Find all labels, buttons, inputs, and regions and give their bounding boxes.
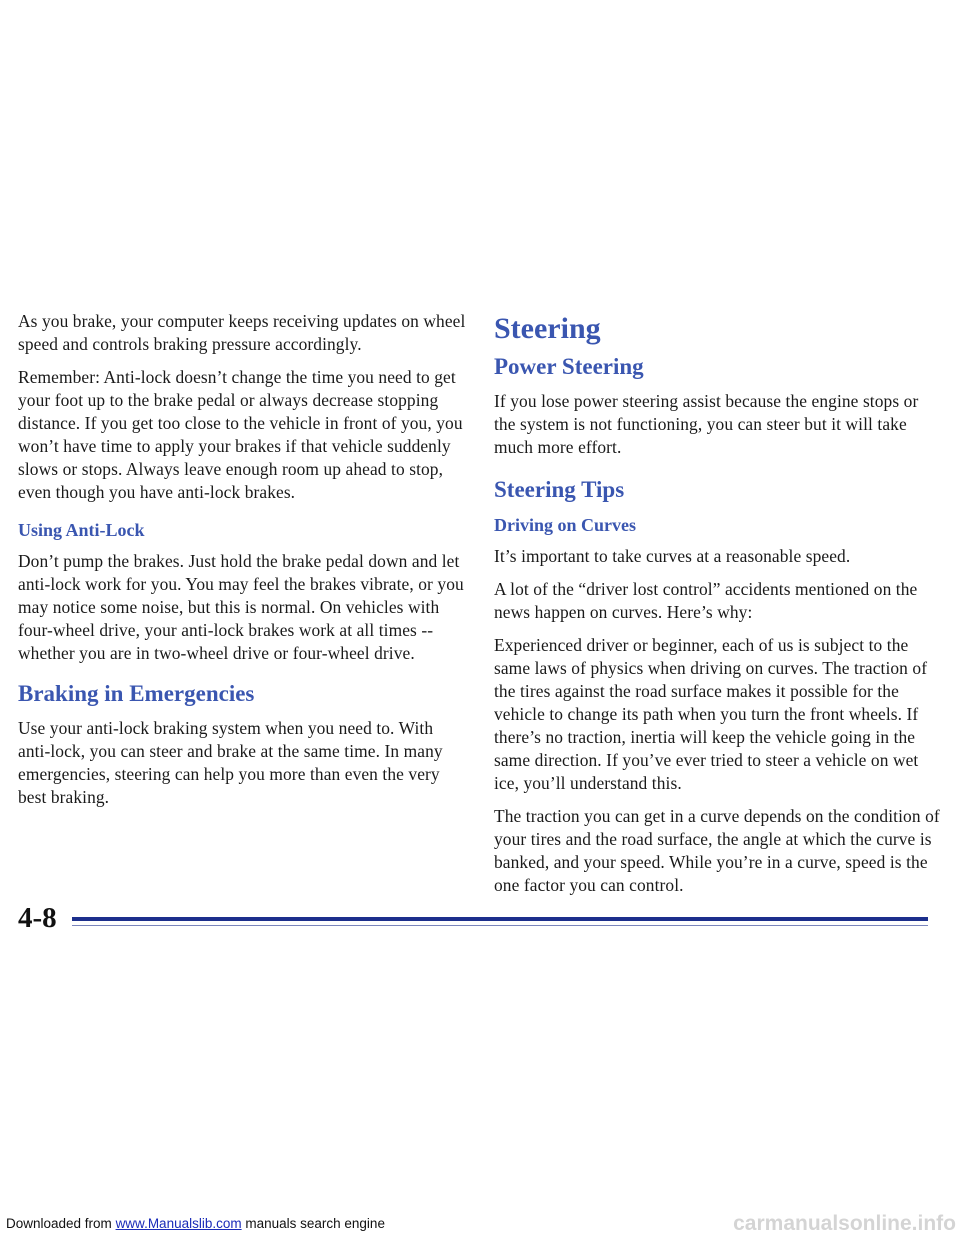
using-antilock-subheading: Using Anti-Lock	[18, 520, 145, 540]
antilock-remember-paragraph: Remember: Anti-lock doesn’t change the time you need to get your foot up to the brake pedal or always decrease stopping distance. If you get too close to the vehicle in front of you, you won’t have time to apply your brakes if that vehicle suddenly slows or stops. Always leave enough room up ahead to stop, even though you have anti-lock brakes.	[18, 367, 463, 502]
curves-accidents-paragraph: A lot of the “driver lost control” accidents mentioned on the news happen on curves. Here’s why:	[494, 579, 918, 622]
driving-curves-subheading: Driving on Curves	[494, 515, 637, 535]
using-antilock-paragraph: Don’t pump the brakes. Just hold the brake pedal down and let anti-lock work for you. You may feel the brakes vibrate, or you may notice some noise, but this is normal. On vehicles with four-wheel drive, your anti-lock brakes work at all times -- whether you are in two-wheel drive or four-wheel drive.	[18, 551, 464, 663]
antilock-updates-paragraph: As you brake, your computer keeps receiving updates on wheel speed and controls braking pressure accordingly.	[18, 311, 466, 354]
manualslib-link[interactable]: www.Manualslib.com	[115, 1216, 242, 1231]
braking-emergencies-heading: Braking in Emergencies	[18, 681, 255, 706]
left-column	[18, 310, 466, 819]
steering-section-title: Steering	[494, 312, 601, 345]
curves-traction-paragraph: The traction you can get in a curve depends on the condition of your tires and the road surface, the angle at which the curve is banked, and your speed. While you’re in a curve, speed is the one factor you can control.	[494, 806, 940, 895]
right-column	[494, 310, 942, 907]
site-watermark: carmanualsonline.info	[733, 1212, 956, 1235]
footer-rule	[72, 917, 928, 921]
footer-rule-thin	[72, 925, 928, 926]
curves-physics-paragraph: Experienced driver or beginner, each of us is subject to the same laws of physics when driving on curves. The traction of the tires against the road surface makes it possible for the vehicle to change its path when you turn the front wheels. If there’s no traction, inertia will keep the vehicle going in the same direction. If you’ve ever tried to steer a vehicle on wet ice, you’ll understand this.	[494, 635, 928, 793]
steering-tips-heading: Steering Tips	[494, 477, 625, 502]
source-prefix: Downloaded from	[6, 1216, 116, 1231]
page-number: 4-8	[18, 902, 57, 934]
curves-speed-paragraph: It’s important to take curves at a reasonable speed.	[494, 546, 851, 566]
source-suffix: manuals search engine	[241, 1216, 385, 1231]
power-steering-paragraph: If you lose power steering assist because the engine stops or the system is not functioning, you can steer but it will take much more effort.	[494, 391, 919, 457]
braking-emergencies-paragraph: Use your anti-lock braking system when you need to. With anti-lock, you can steer and brake at the same time. In many emergencies, steering can help you more than even the very best braking.	[18, 718, 443, 807]
power-steering-heading: Power Steering	[494, 354, 644, 379]
source-banner	[6, 1216, 385, 1231]
